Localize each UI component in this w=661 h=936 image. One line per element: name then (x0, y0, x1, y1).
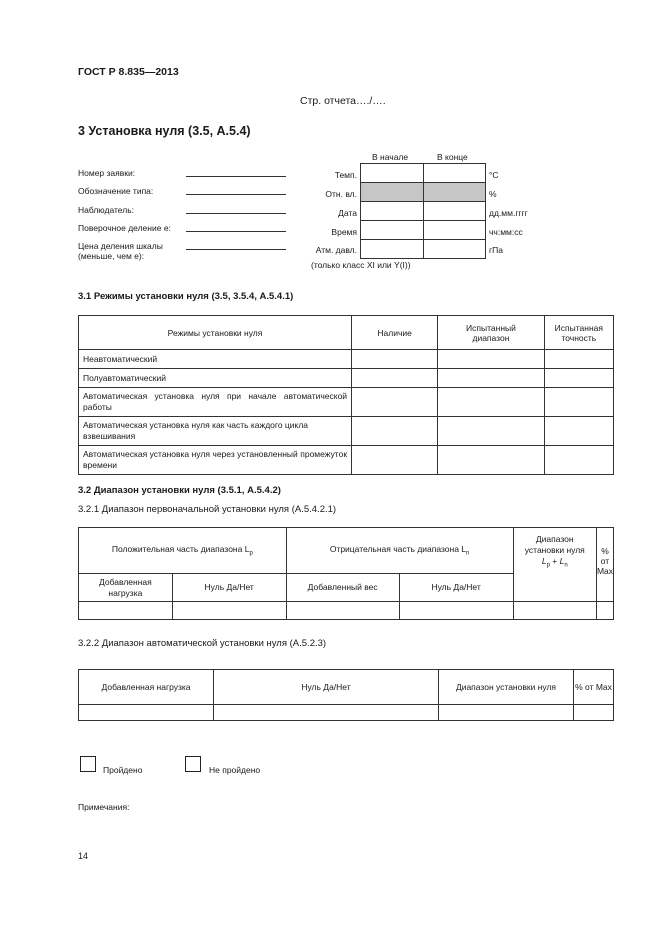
table-cell[interactable] (352, 446, 438, 475)
table-cell[interactable] (352, 350, 438, 369)
table-cell[interactable] (79, 602, 173, 620)
col-header-added-load: Добавленная нагрузка (79, 670, 214, 705)
report-page-reference: Стр. отчета…./…. (300, 95, 386, 107)
condition-label-temp: Темп. (334, 170, 357, 180)
table-cell[interactable] (352, 388, 438, 417)
col-header-percent-max: % от Max (574, 670, 614, 705)
initial-zero-range-table (78, 527, 614, 620)
col-header-tested-range: Испытанный диапазон (438, 316, 544, 350)
section-3-2-2-title: 3.2.2 Диапазон автоматической установки нуля (А.5.2.3) (78, 638, 327, 649)
table-row (79, 388, 614, 417)
unit-humidity: % (489, 189, 497, 199)
range-formula: $L_p + L_n$ (541, 556, 568, 569)
field-label-type-designation: Обозначение типа: (78, 186, 154, 196)
table-cell[interactable] (544, 417, 613, 446)
table-cell[interactable] (399, 602, 513, 620)
sub-header-zero-yes-no: Нуль Да/Нет (399, 574, 513, 602)
field-label-scale-interval-note: (меньше, чем e): (78, 251, 145, 261)
table-cell[interactable] (544, 446, 613, 475)
section-3-2-1-title: 3.2.1 Диапазон первоначальной установки нуля (А.5.4.2.1) (78, 504, 337, 515)
table-row (79, 369, 614, 388)
col-header-modes: Режимы установки нуля (79, 316, 352, 350)
section-3-title: 3 Установка нуля (3.5, А.5.4) (78, 124, 251, 138)
col-header-tested-accuracy: Испытанная точность (544, 316, 613, 350)
table-cell[interactable] (352, 369, 438, 388)
table-cell[interactable] (596, 602, 613, 620)
table-cell[interactable] (574, 705, 614, 721)
col-header-zero-yes-no: Нуль Да/Нет (214, 670, 439, 705)
cell-humidity-end[interactable] (424, 183, 486, 202)
cell-pressure-end[interactable] (424, 240, 486, 259)
section-3-2-title: 3.2 Диапазон установки нуля (3.5.1, А.5.4.2) (78, 485, 281, 496)
table-cell[interactable] (438, 417, 544, 446)
col-header-percent-max: % от Max (596, 528, 613, 602)
conditions-col-end: В конце (437, 152, 468, 162)
cell-temp-start[interactable] (361, 164, 424, 183)
mode-label: Автоматическая установка нуля при начале автоматической работы (79, 388, 352, 417)
unit-pressure: гПа (489, 245, 503, 255)
table-row (79, 446, 614, 475)
unit-time: чч:мм:сс (489, 227, 523, 237)
table-cell[interactable] (544, 369, 613, 388)
table-cell[interactable] (286, 602, 399, 620)
standard-header: ГОСТ Р 8.835—2013 (78, 66, 179, 78)
notes-label: Примечания: (78, 802, 130, 812)
condition-label-humidity: Отн. вл. (325, 189, 357, 199)
table-cell[interactable] (544, 388, 613, 417)
cell-pressure-start[interactable] (361, 240, 424, 259)
table-cell[interactable] (544, 350, 613, 369)
conditions-col-start: В начале (372, 152, 409, 162)
field-label-verification-interval: Поверочное деление e: (78, 223, 171, 233)
mode-label: Неавтоматический (79, 350, 352, 369)
table-row (79, 705, 614, 721)
page-number: 14 (78, 851, 89, 861)
failed-label: Не пройдено (209, 765, 261, 775)
passed-checkbox[interactable] (80, 756, 96, 772)
conditions-table (360, 163, 486, 259)
col-header-negative-part: Отрицательная часть диапазона $L_n$ (286, 528, 513, 574)
field-line-scale-interval[interactable] (186, 249, 286, 250)
sub-header-added-load: Добавленная нагрузка (79, 574, 173, 602)
table-cell[interactable] (214, 705, 439, 721)
cell-date-start[interactable] (361, 202, 424, 221)
col-header-positive-part: Положительная часть диапазона $L_p$ (79, 528, 287, 574)
col-header-zero-range: Диапазон установки нуля $L_p + L_n$ (513, 528, 596, 602)
failed-checkbox[interactable] (185, 756, 201, 772)
field-line-type-designation[interactable] (186, 194, 286, 195)
field-line-observer[interactable] (186, 213, 286, 214)
field-line-request-number[interactable] (186, 176, 286, 177)
table-cell[interactable] (439, 705, 574, 721)
condition-label-date: Дата (338, 208, 357, 218)
passed-label: Пройдено (103, 765, 143, 775)
table-row (79, 417, 614, 446)
cell-time-start[interactable] (361, 221, 424, 240)
table-cell[interactable] (438, 388, 544, 417)
condition-label-time: Время (331, 227, 357, 237)
mode-label: Автоматическая установка нуля как часть каждого цикла взвешивания (79, 417, 352, 446)
col-header-presence: Наличие (352, 316, 438, 350)
table-cell[interactable] (438, 446, 544, 475)
table-cell[interactable] (79, 705, 214, 721)
col-header-zero-range: Диапазон установки нуля (439, 670, 574, 705)
field-line-verification-interval[interactable] (186, 231, 286, 232)
table-cell[interactable] (172, 602, 286, 620)
cell-date-end[interactable] (424, 202, 486, 221)
cell-temp-end[interactable] (424, 164, 486, 183)
table-cell[interactable] (352, 417, 438, 446)
auto-zero-range-table (78, 669, 614, 721)
field-label-scale-interval: Цена деления шкалы (78, 241, 163, 251)
unit-date: дд.мм.гггг (489, 208, 528, 218)
sub-header-added-weight: Добавленный вес (286, 574, 399, 602)
zero-modes-table (78, 315, 614, 475)
field-label-observer: Наблюдатель: (78, 205, 134, 215)
condition-label-pressure: Атм. давл. (315, 245, 357, 255)
pressure-note: (только класс XI или Y(I)) (311, 260, 411, 270)
unit-temp: °С (489, 170, 499, 180)
table-cell[interactable] (438, 369, 544, 388)
sub-header-zero-yes-no: Нуль Да/Нет (172, 574, 286, 602)
table-row (79, 602, 614, 620)
table-cell[interactable] (513, 602, 596, 620)
field-label-request-number: Номер заявки: (78, 168, 136, 178)
cell-time-end[interactable] (424, 221, 486, 240)
cell-humidity-start[interactable] (361, 183, 424, 202)
mode-label: Полуавтоматический (79, 369, 352, 388)
mode-label: Автоматическая установка нуля через установленный промежуток времени (79, 446, 352, 475)
table-row (79, 350, 614, 369)
section-3-1-title: 3.1 Режимы установки нуля (3.5, 3.5.4, А.5.4.1) (78, 291, 294, 302)
table-cell[interactable] (438, 350, 544, 369)
